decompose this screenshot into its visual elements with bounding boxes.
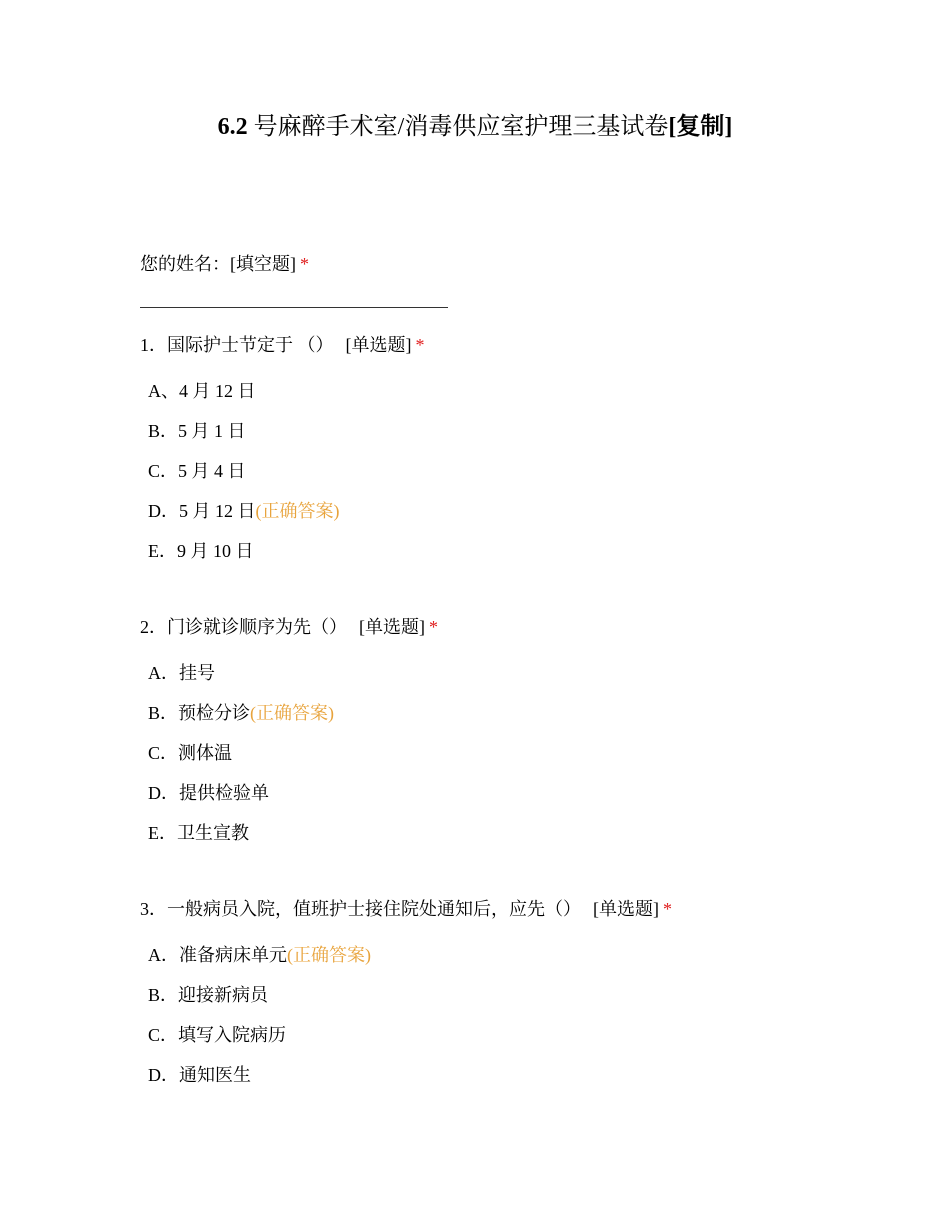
title-number: 6.2 — [217, 114, 248, 140]
question-type-tag: [单选题] — [593, 899, 659, 919]
option-label: A．挂号 — [148, 663, 215, 683]
question-3 — [140, 897, 672, 921]
question-number: 1． — [140, 335, 167, 355]
name-type-tag: [填空题] — [230, 254, 296, 274]
option-label: B．迎接新病员 — [148, 985, 269, 1005]
option-label: D．5 月 12 日 — [148, 501, 256, 521]
option-label: E．9 月 10 日 — [148, 541, 254, 561]
option-2a[interactable] — [148, 661, 215, 685]
name-input-line[interactable] — [140, 307, 448, 308]
option-label: C．填写入院病历 — [148, 1025, 287, 1045]
correct-answer-tag: (正确答案) — [255, 501, 340, 521]
question-text: 国际护士节定于 （） — [167, 335, 334, 355]
option-label: C．5 月 4 日 — [148, 461, 246, 481]
question-text: 门诊就诊顺序为先（） — [167, 617, 347, 637]
required-mark: * — [663, 899, 672, 919]
option-1c[interactable] — [148, 459, 246, 483]
option-3b[interactable] — [148, 983, 268, 1007]
option-2c[interactable] — [148, 741, 232, 765]
question-number: 3． — [140, 899, 167, 919]
question-number: 2． — [140, 617, 167, 637]
option-2d[interactable] — [148, 781, 269, 805]
question-text: 一般病员入院，值班护士接住院处通知后，应先（） — [167, 899, 581, 919]
name-label: 您的姓名： — [140, 254, 230, 274]
required-mark: * — [300, 254, 309, 274]
option-1a[interactable] — [148, 379, 256, 403]
option-label: D．提供检验单 — [148, 783, 269, 803]
correct-answer-tag: (正确答案) — [287, 945, 371, 965]
option-1b[interactable] — [148, 419, 246, 443]
option-1e[interactable] — [148, 539, 254, 563]
name-question — [140, 252, 309, 276]
question-2 — [140, 615, 438, 639]
option-3c[interactable] — [148, 1023, 286, 1047]
correct-answer-tag: (正确答案) — [250, 703, 335, 723]
title-copy-tag: [复制] — [668, 114, 733, 140]
question-type-tag: [单选题] — [345, 335, 412, 355]
page-title — [0, 110, 950, 144]
question-1 — [140, 333, 425, 357]
option-label: B．5 月 1 日 — [148, 421, 246, 441]
option-label: D．通知医生 — [148, 1065, 251, 1085]
option-1d[interactable] — [148, 499, 340, 523]
option-3d[interactable] — [148, 1063, 251, 1087]
title-text: 号麻醉手术室/消毒供应室护理三基试卷 — [253, 114, 669, 140]
option-label: A．准备病床单元 — [148, 945, 287, 965]
option-label: C．测体温 — [148, 743, 233, 763]
question-type-tag: [单选题] — [359, 617, 425, 637]
required-mark: * — [415, 335, 425, 355]
option-2e[interactable] — [148, 821, 249, 845]
option-label: E．卫生宣教 — [148, 823, 249, 843]
option-label: A、4 月 12 日 — [148, 381, 256, 401]
option-label: B．预检分诊 — [148, 703, 251, 723]
required-mark: * — [429, 617, 438, 637]
option-2b[interactable] — [148, 701, 334, 725]
option-3a[interactable] — [148, 943, 371, 967]
